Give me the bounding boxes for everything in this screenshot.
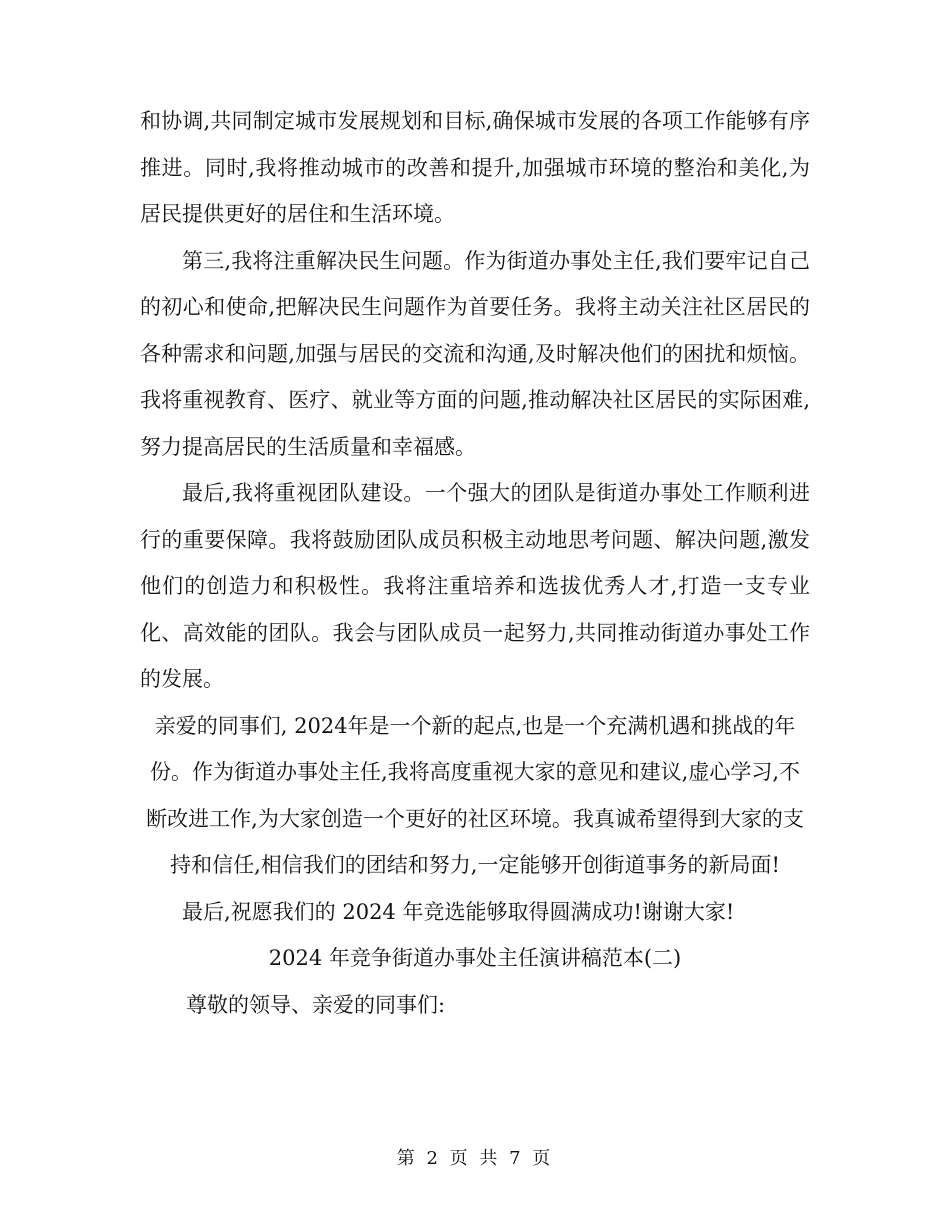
- paragraph-wish: 最后,祝愿我们的 2024 年竞选能够取得圆满成功!谢谢大家!: [182, 899, 735, 924]
- paragraph-continuation: 和协调,共同制定城市发展规划和目标,确保城市发展的各项工作能够有序推进。同时,我将推动城市的改善和提升,加强城市环境的整治和美化,为居民提供更好的居住和生活环境。: [140, 109, 810, 226]
- salutation: 尊敬的领导、亲爱的同事们:: [186, 992, 446, 1017]
- section-title: 2024 年竞争街道办事处主任演讲稿范本(二): [268, 946, 682, 970]
- paragraph-third-point: 第三,我将注重解决民生问题。作为街道办事处主任,我们要牢记自己的初心和使命,把解决民生问题作为首要任务。我将主动关注社区居民的各种需求和问题,加强与居民的交流和沟通,及时解决他们的困扰和烦恼。我将重视教育、医疗、就业等方面的问题,推动解决社区居民的实际困难,努力提高居民的生活质量和幸福感。: [140, 248, 810, 459]
- page-number-footer: 第 2 页 共 7 页: [396, 1148, 554, 1169]
- document-body: [140, 98, 810, 1028]
- paragraph-closing: 亲爱的同事们, 2024年是一个新的起点,也是一个充满机遇和挑战的年份。作为街道办事处主任,我将高度重视大家的意见和建议,虚心学习,不断改进工作,为大家创造一个更好的社区环境。我真诚希望得到大家的支持和信任,相信我们的团结和努力,一定能够开创街道事务的新局面!: [146, 713, 804, 877]
- paragraph-team-building: 最后,我将重视团队建设。一个强大的团队是街道办事处工作顺利进行的重要保障。我将鼓励团队成员积极主动地思考问题、解决问题,激发他们的创造力和积极性。我将注重培养和选拔优秀人才,打造一支专业化、高效能的团队。我会与团队成员一起努力,共同推动街道办事处工作的发展。: [140, 481, 810, 691]
